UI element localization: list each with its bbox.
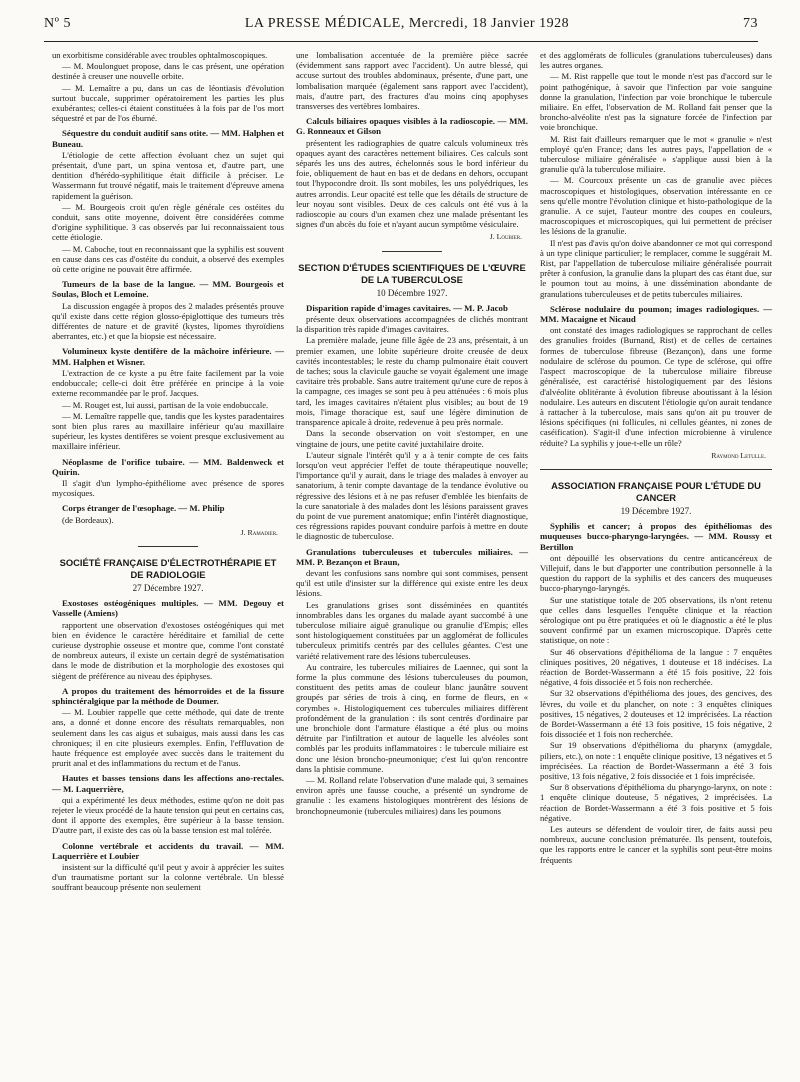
section-date: 27 Décembre 1927. xyxy=(132,582,204,593)
author-signature: J. Loubier. xyxy=(489,232,522,242)
paragraph: L'auteur signale l'intérêt qu'il y a à tenir compte de ces faits lorsqu'on veut apprécier l'effet de toute thérapeutique nouvelle; l'importance qu'il y aurait, dans le triage des malades à envoyer au sanatorium, à tenir compte davantage de la tendance évolutive ou régressive des lésions et à ne pas refuser d'emblée les bienfaits de la cure sanatoriale à des malades dont les lésions paraissent graves du point de vue purement anatomique; enfin l'intérêt diagnostique, ces régressions rapides pouvant conduire parfois à mettre en doute le diagnostic de tuberculose. xyxy=(296,449,528,542)
paragraph: — M. Courcoux présente un cas de granulie avec pièces macroscopiques et histologiques, observation intéressante en ce sens qu'elle montre l'évolution clinique et histo-pathologique de la granulie. A ce sujet, l'auteur montre des coupes en couleurs, macroscopiques et microscopiques, qui lui permettent de préciser les lésions de la granulie. xyxy=(540,175,772,237)
paragraph: La première malade, jeune fille âgée de 23 ans, présentait, à un premier examen, une lobite supérieure droite creusée de deux cavités incontestables; le reste du champ pulmonaire était couvert de taches; sous la clavicule gauche se voyait également une image cavitaire très probable. Sans autre traitement qu'une cure de repos à la campagne, ces images se sont peu à peu atténuées : 6 mois plus tard, les images cavitaires n'étaient plus visibles; au bout de 19 mois, l'image thoracique est, sauf une légère diminution de transparence apicale à droite, redevenue à peu près normale. xyxy=(296,335,528,428)
column-3 xyxy=(540,50,772,866)
separator xyxy=(540,469,772,470)
paragraph: — M. Caboche, tout en reconnaissant que la syphilis est souvent en cause dans ces cas d'ostéite du conduit, a observé des exemples où cette origine ne pouvait être affirmée. xyxy=(52,243,284,275)
paragraph: L'étiologie de cette affection évoluant chez un sujet qui présentait, d'une part, un spina ventosa et, d'autre part, une dentition d'hérédo-syphilitique était difficile à préciser. Le Wassermann fut trouvé négatif, mais le traitement d'épreuve amena rapidement la guérison. xyxy=(52,149,284,201)
section-date: 10 Décembre 1927. xyxy=(376,287,448,298)
paragraph: un exorbitisme considérable avec troubles ophtalmoscopiques. xyxy=(52,50,268,60)
column-1 xyxy=(52,50,284,894)
paragraph: Au contraire, les tubercules miliaires de Laennec, qui sont la forme la plus commune des lésions tuberculeuses du poumon, constituent des petits amas de couleur blanc jaunâtre souvent groupés par séries de trois à cinq, en forme de fleurs, en « corymbes ». Histologiquement ces tubercules miliaires diffèrent profondément de la granulation : ils sont centrés d'ordinaire par une bronchiole dont l'armature élastique a été plus ou moins détruite par l'infiltration et autour de laquelle les alvéoles sont comblés par les produits inflammatoires : le tubercule miliaire est donc une lésion broncho-pneumonique; c'est lui qu'on rencontre dans la phtisie commune. xyxy=(296,661,528,774)
paragraph: rapportent une observation d'exostoses ostéogéniques qui met bien en évidence le caractère héréditaire et familial de cette curieuse dystrophie osseuse et montre que, comme l'ont constaté de nombreux auteurs, il existe un certain degré de systématisation dans le mode de distribution et la morphologie des exostoses qui siègent de préférence au niveau des épiphyses. xyxy=(52,619,284,681)
paragraph: Sur 19 observations d'épithélioma du pharynx (amygdale, piliers, etc.), on note : 1 enquête clinique positive, 13 négatives et 5 imprécisées. La réaction de Bordet-Wassermann a été 3 fois positive, 13 fois négative, 2 fois dissociée et 1 fois imprécisée. xyxy=(540,740,772,781)
paragraph: — M. Moulonguet propose, dans le cas présent, une opération destinée à creuser une nouvelle orbite. xyxy=(52,61,284,82)
article-heading: Hautes et basses tensions dans les affections ano-rectales. — M. Laquerrière, xyxy=(52,773,284,794)
article-heading: Sclérose nodulaire du poumon; images radiologiques. — MM. Macaigne et Nicaud xyxy=(540,303,772,325)
paragraph: — M. Lemaître rappelle que, tandis que les kystes paradentaires sont bien plus rares au maxillaire inférieur qu'au maxillaire supérieur, les kystes dentifères se voient presque exclusivement au maxillaire inférieur. xyxy=(52,410,284,452)
paragraph: Sur 46 observations d'épithélioma de la langue : 7 enquêtes cliniques positives, 20 négatives, 1 douteuse et 18 indécises. La réaction de Bordet-Wassermann a été 15 fois positive, 22 fois négative, 4 fois dissociée et 5 fois non recherchée. xyxy=(540,646,772,688)
article-heading: Séquestre du conduit auditif sans otite. — MM. Halphen et Buneau. xyxy=(52,128,284,149)
paragraph: La discussion engagée à propos des 2 malades présentés prouve qu'il existe dans cette région glosso-épiglottique des tumeurs très différentes de nature et de gravité (kystes, lipomes thyroïdiens aberrantes, etc.) et que la biopsie est nécessaire. xyxy=(52,300,284,342)
section-title: ASSOCIATION FRANÇAISE POUR L'ÉTUDE DU CANCER xyxy=(551,479,761,503)
paragraph: — M. Rolland relate l'observation d'une malade qui, 3 semaines environ après une fausse couche, a présenté un syndrome de granulie : les examens histologiques montrèrent des lésions de bronchopneumonie (tubercules miliaires) dans les poumons xyxy=(296,775,528,816)
article-heading: Corps étranger de l'œsophage. — M. Philip xyxy=(62,503,225,514)
paragraph: une lombalisation accentuée de la première pièce sacrée (évidemment sans rapport avec l'accident). Un autre blessé, qui accuse surtout des troubles abdominaux, présente, d'une part, une lombalisation marquée (également sans rapport avec l'accident), mais, d'autre part, des fractures d'au moins cinq apophyses transverses des vertèbres lombaires. xyxy=(296,50,528,112)
paragraph: M. Rist fait d'ailleurs remarquer que le mot « granulie » n'est employé qu'en France; dans les autres pays, l'appellation de « tuberculose miliaire généralisée » s'applique aussi bien à la granulie qu'à la tuberculose miliaire. xyxy=(540,133,772,175)
paragraph: Les granulations grises sont disséminées en quantités innombrables dans les organes du malade ayant succombé à une tuberculose miliaire aiguë granulique ou granulie d'Empis; elles sont histologiquement constituées par un agglomérat de follicules tuberculeux primitifs centrés par des cellules géantes. C'est une variété relativement rare des lésions tuberculeuses. xyxy=(296,599,528,661)
paragraph: — M. Rouget est, lui aussi, partisan de la voie endobuccale. xyxy=(62,399,269,410)
paragraph: Les auteurs se défendent de vouloir tirer, de faits aussi peu nombreux, aucune conclusion prématurée. Ils pensent, toutefois, que les rapports entre le cancer et la syphilis sont peut-être moins fréquents xyxy=(540,824,772,865)
article-heading: Exostoses ostéogéniques multiples. — MM. Degouy et Vasselle (Amiens) xyxy=(52,598,284,619)
header-rule xyxy=(44,41,758,42)
page-number: 73 xyxy=(743,16,758,31)
section-title: SECTION D'ÉTUDES SCIENTIFIQUES DE L'ŒUVRE DE LA TUBERCULOSE xyxy=(298,261,526,285)
paragraph: — M. Lemaître a pu, dans un cas de léontiasis d'évolution surtout buccale, supprimer opératoirement les parties les plus exubérantes; celles-ci étaient constituées à la fois par de l'os mort séquestré et par de l'os éburné. xyxy=(52,82,284,124)
article-heading: Syphilis et cancer; à propos des épithéliomas des muqueuses bucco-pharyngo-laryngées. — MM. Roussy et Bertillon xyxy=(540,521,772,552)
paragraph: ont constaté des images radiologiques se rapprochant de celles des granulies froides (Burnand, Rist) et de celles de certaines formes de tuberculose fibreuse (Bezançon), dans une forme nodulaire de sclérose du poumon. Ce type de sclérose, qui offre l'aspect macroscopique de la tuberculose miliaire fibreuse généralisée, est caractérisé histologiquement par des lésions d'alvéolite oblitérante à évolution fibreuse aboutissant à la lésion nodulaire. Les auteurs en discutent l'étiologie qu'on aurait tendance à rattacher à la tuberculose, mais sans qu'on ait pu trouver de lésions spécifiques (ni follicules, ni cellules géantes, ni zones de caséification). S'agit-il d'une infection microbienne à virulence réduite? La syphilis y joue-t-elle un rôle? xyxy=(540,325,772,448)
separator xyxy=(138,546,198,547)
paragraph: — M. Bourgeois croit qu'en règle générale ces ostéites du conduit, sans otite moyenne, doivent être considérées comme d'origine syphilitique. 3 cas observés par lui reconnaissaient tous cette étiologie. xyxy=(52,201,284,243)
paragraph: Il n'est pas d'avis qu'on doive abandonner ce mot qui correspond à un type clinique particulier; le remplacer, comme le suggérait M. Rist, par l'appellation de tuberculose miliaire généralisée pourrait prêter à confusion, la granulie dans la plupart des cas étant due, sur le poumon tout au moins, à une dissémination abondante de granulations tuberculeuses et de petits tubercules miliaires. xyxy=(540,237,772,299)
paragraph: — M. Rist rappelle que tout le monde n'est pas d'accord sur le point pathogénique, à savoir que l'infection par voie sanguine donne la granulation, l'infection par voie bronchique le tubercule miliaire. En effet, l'observation de M. Rolland fait penser que la broncho-alvéolite n'est pas la signature forcée de l'infection par voie bronchique. xyxy=(540,71,772,133)
article-heading: Disparition rapide d'images cavitaires. — M. P. Jacob xyxy=(306,302,508,313)
paragraph: — M. Loubier rappelle que cette méthode, qui date de trente ans, a donné et donne encore des résultats remarquables, non seulement dans les cas aigus et subaigus, mais aussi dans les cas chroniques; il en cite plusieurs exemples. Enfin, l'effluvation de haute fréquence est employée avec succès dans le traitement du prurit anal et des inflammations du rectum et de l'anus. xyxy=(52,707,284,769)
column-2 xyxy=(296,50,528,817)
article-heading: Granulations tuberculeuses et tubercules miliaires. — MM. P. Bezançon et Braun, xyxy=(296,546,528,567)
paragraph: présente deux observations accompagnées de clichés montrant la disparition très rapide d'images cavitaires. xyxy=(296,314,528,335)
issue-number: Nº 5 xyxy=(44,16,71,31)
paragraph: Sur 32 observations d'épithélioma des joues, des gencives, des lèvres, du voile et du plancher, on note : 3 enquêtes cliniques positives, 15 négatives, 2 douteuses et 12 imprécisées. La réaction de Bordet-Wassermann a été 13 fois positive, 15 fois négative, 2 fois dissociée et 1 fois non recherchée. xyxy=(540,688,772,740)
section-date: 19 Décembre 1927. xyxy=(620,505,692,516)
article-heading: A propos du traitement des hémorroïdes et de la fissure sphinctéralgique par la méthode de Doumer. xyxy=(52,685,284,706)
paragraph: insistent sur la difficulté qu'il peut y avoir à apprécier les suites d'un traumatisme portant sur la colonne vertébrale. Un blessé souffrant beaucoup présente non seulement xyxy=(52,862,284,893)
paragraph: L'extraction de ce kyste a pu être faite facilement par la voie endobuccale; celle-ci doit être préférée en principe à la voie externe recommandée par le prof. Jacques. xyxy=(52,367,284,399)
paragraph: et des agglomérats de follicules (granulations tuberculeuses) dans les autres organes. xyxy=(540,50,772,71)
paragraph: (de Bordeaux). xyxy=(62,514,114,525)
article-heading: Calculs biliaires opaques visibles à la radioscopie. — MM. G. Ronneaux et Gilson xyxy=(296,116,528,137)
article-heading: Volumineux kyste dentifère de la mâchoire inférieure. — MM. Halphen et Wisner. xyxy=(52,346,284,367)
author-signature: Raymond Letulle. xyxy=(711,450,766,460)
author-signature: J. Ramadier. xyxy=(240,527,278,537)
separator xyxy=(382,251,442,252)
paragraph: qui a expérimenté les deux méthodes, estime qu'on ne doit pas rejeter le vieux procédé de la haute tension qui peut en certains cas, dont il apporte des exemples, être supérieur à la basse tension. D'autre part, il existe des cas où la basse tension est mal tolérée. xyxy=(52,794,284,836)
paragraph: Dans la seconde observation on voit s'estomper, en une vingtaine de jours, une petite cavité juxtahilaire droite. xyxy=(296,428,528,449)
article-heading: Colonne vertébrale et accidents du travail. — MM. Laquerrière et Loubier xyxy=(52,840,284,861)
paragraph: Il s'agit d'un lympho-épithéliome avec présence de spores mycosiques. xyxy=(52,477,284,499)
paragraph: Sur 8 observations d'épithélioma du pharyngo-larynx, on note : 1 enquête clinique douteuse, 5 négatives, 2 imprécisées. La réaction de Bordet-Wassermann a été 3 fois positive et 5 fois négative. xyxy=(540,782,772,823)
paragraph: devant les confusions sans nombre qui sont commises, pensent qu'il est utile d'insister sur la différence qui existe entre les deux lésions. xyxy=(296,567,528,599)
paragraph: Sur une statistique totale de 205 observations, ils n'ont retenu que celles dans lesquelles l'enquête clinique et la réaction sérologique ont pu être pratiquées et où le diagnostic a été le plus souvent confirmé par un examen microscopique. D'après cette statistique, on note : xyxy=(540,594,772,646)
article-heading: Néoplasme de l'orifice tubaire. — MM. Baldenweck et Quirin. xyxy=(52,456,284,477)
article-heading: Tumeurs de la base de la langue. — MM. Bourgeois et Soulas, Bloch et Lemoine. xyxy=(52,279,284,300)
section-title: SOCIÉTÉ FRANÇAISE D'ÉLECTROTHÉRAPIE ET DE RADIOLOGIE xyxy=(59,556,277,580)
page-header xyxy=(44,16,758,38)
paragraph: présentent les radiographies de quatre calculs volumineux très opaques ayant des caractères nettement biliaires. Ces calculs sont séparés les uns des autres, échelonnés sous le bord inférieur du foie, obliquement de haut en bas et de dedans en dehors, occupant tout l'hypocondre droit. Ils sont mobiles, les uns polyédriques, les autres arrondis. Leur opacité est telle que les détails de structure de leur noyau sont visibles. Deux de ces calculs ont été vus à la radioscopie au cours d'un examen chez une malade présentant les signes d'un abcès du foie et n'ayant aucun symptôme vésiculaire. xyxy=(296,137,528,230)
paragraph: ont dépouillé les observations du centre anticancéreux de Villejuif, dans le but d'apporter une contribution personnelle à la question du rapport de la syphilis et des cancers des muqueuses bucco-pharyngo-laryngés. xyxy=(540,552,772,594)
journal-title-date: LA PRESSE MÉDICALE, Mercredi, 18 Janvier 1928 xyxy=(244,16,570,31)
